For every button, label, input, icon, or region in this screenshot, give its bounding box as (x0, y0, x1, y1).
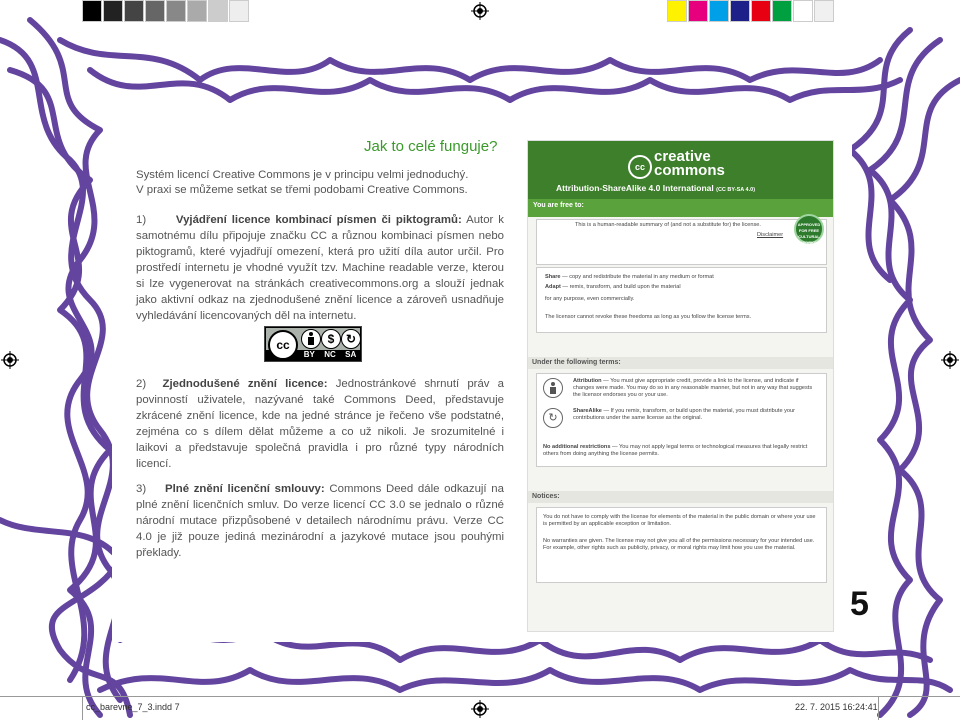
cc-license-badge (264, 326, 362, 362)
notice-2: No warranties are given. The license may not give you all of the permissions necessary for your intended use. For example, other rights such as publicity, privacy, or moral rights may limit how you use the material. (543, 538, 815, 551)
notices-box (536, 507, 827, 583)
adapt-row-2: for any purpose, even commercially. (545, 296, 635, 302)
item-2-title: Zjednodušené znění licence: (162, 378, 328, 390)
sa-icon: ↻ (341, 329, 361, 349)
item-2-text: Jednostránkové shrnutí práv a povinností uživatele, nazývané také Commons Deed, představuje zkrácené znění licence, kde na jedné stránce je řečeno vše podstatné, zejména co s dílem dělat můžeme a co už nikoli. Je srozumitelné i laikovi a představuje společná pravidla i pro různé typy národních licencí. (136, 378, 504, 470)
page-number: 5 (850, 585, 869, 623)
registration-mark-right (941, 351, 959, 369)
item-2 (136, 376, 504, 472)
item-1-text: Autor k samotnému dílu připojuje značku CC a různou kombinaci písmen nebo piktogramů, které vyjadřují omezení, která pro užití díla autor určil. Pro prostředí internetu je vhodné využít tzv. Machine readable verze, kterou si lze vygenerovat na stránkách creativecommons.org a slouží jednak jako aktivní odkaz na zjednodušené znění licence a zároveň usnadňuje vyhledávání licencovaných děl na internetu. (136, 214, 504, 322)
free-to-band (528, 199, 833, 217)
sharealike-icon: ↻ (543, 408, 563, 428)
summary-text: This is a human-readable summary of (and not a substitute for) the license. (575, 222, 761, 228)
section-heading: Jak to celé funguje? (364, 138, 498, 155)
slug-line (0, 696, 960, 697)
intro-line-1: Systém licencí Creative Commons je v principu velmi jednoduchý. (136, 169, 469, 181)
share-row: Share — copy and redistribute the material in any medium or format (545, 274, 714, 280)
notices-header: Notices: (528, 491, 834, 503)
cc-icon: cc (268, 330, 298, 360)
badge-by: BY (303, 350, 315, 359)
notice-1: You do not have to comply with the license for elements of the material in the public domain or where your use is permitted by an applicable exception or limitation. (543, 514, 816, 527)
item-1-title: Vyjádření licence kombinací písmen či piktogramů: (175, 214, 462, 226)
disclaimer-link[interactable]: Disclaimer (757, 232, 784, 238)
cannot-revoke-text: The licensor cannot revoke these freedoms as long as you follow the license terms. (545, 314, 752, 320)
slug-tick-left (82, 696, 83, 720)
item-1-number: 1) (136, 214, 147, 226)
no-restrictions-text: No additional restrictions — You may not apply legal terms or technological measures that legally restrict others from doing anything the license permits. (543, 444, 808, 457)
nc-icon: $ (321, 329, 341, 349)
by-icon (301, 329, 321, 349)
item-3-title: Plné znění licenční smlouvy: (164, 483, 325, 495)
footer-date: 22. 7. 2015 16:24:41 (795, 702, 878, 712)
item-2-number: 2) (136, 378, 147, 390)
approved-seal-icon: APPROVED FOR FREE CULTURAL WORKS (794, 214, 824, 244)
item-3-number: 3) (136, 483, 147, 495)
free-to-label: You are free to: (533, 202, 584, 209)
intro-line-2: V praxi se můžeme setkat se třemi podobami Creative Commons. (136, 184, 468, 196)
summary-box (536, 219, 827, 265)
license-code: (CC BY-SA 4.0) (716, 187, 756, 193)
license-title: Attribution-ShareAlike 4.0 International (556, 183, 714, 193)
commons-deed-screenshot (527, 140, 834, 632)
cc-header (528, 141, 833, 199)
item-3-text: Commons Deed dále odkazují na plné znění licenčních smluv. Do verze licencí CC 3.0 se jednalo o různé národní mutace přizpůsobené v detailech národnímu právu. Verze CC 4.0 je již pouze jediná mezinárodní a jazykové mutace jsou pouhými překlady. (136, 483, 504, 559)
slug-tick-right (878, 696, 879, 720)
freedoms-box (536, 267, 827, 333)
cc-logo-icon: cc (628, 155, 652, 179)
sharealike-text: ShareAlike — If you remix, transform, or build upon the material, you must distribute your contributions under the same license as the original. (573, 408, 795, 421)
registration-mark-left (1, 351, 19, 369)
registration-mark-bottom (471, 700, 489, 718)
badge-nc: NC (324, 350, 336, 359)
attribution-icon (543, 378, 563, 398)
intro-text (136, 168, 516, 198)
attribution-text: Attribution — You must give appropriate credit, provide a link to the license, and indicate if changes were made. You may do so in any reasonable manner, but not in any way that suggests the licensor endorses you or your use. (573, 378, 813, 398)
badge-sa: SA (345, 350, 357, 359)
terms-box (536, 373, 827, 467)
adapt-row: Adapt — remix, transform, and build upon the material (545, 284, 681, 290)
registration-mark-top (471, 2, 489, 20)
cc-logo-text-1: creative (654, 148, 711, 165)
terms-header: Under the following terms: (528, 357, 834, 369)
item-3 (136, 481, 504, 561)
footer-filename: cc_barevne_7_3.indd 7 (86, 702, 180, 712)
cc-logo-text-2: commons (654, 162, 725, 179)
item-1 (136, 212, 504, 324)
